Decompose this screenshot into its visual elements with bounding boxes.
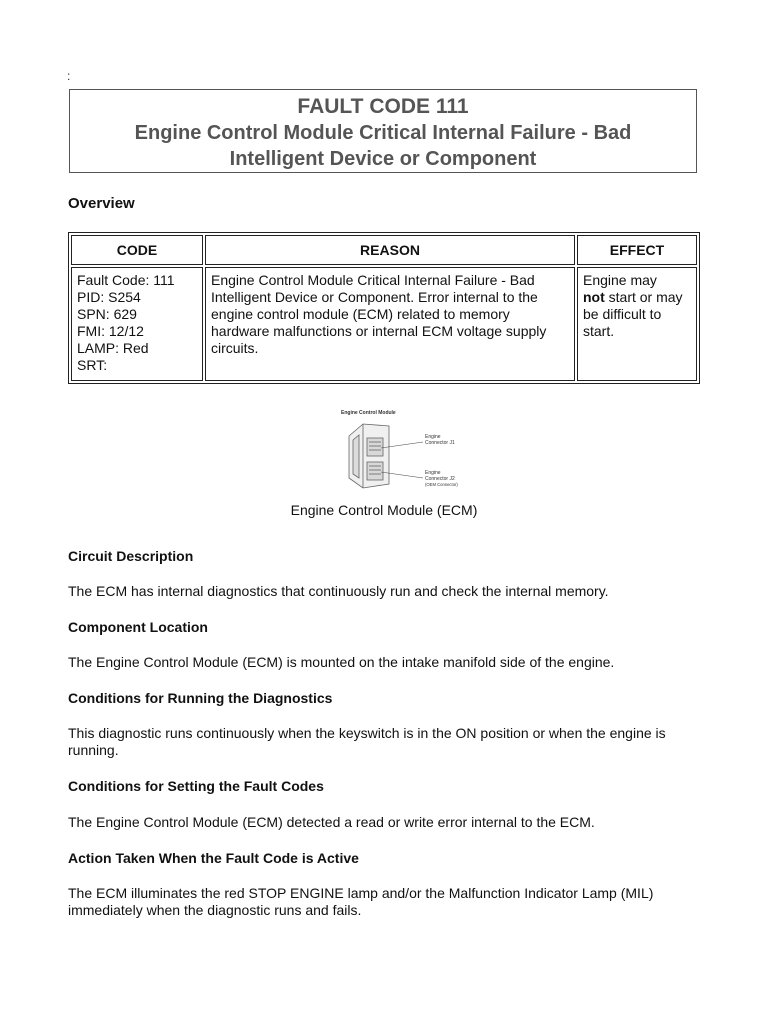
circuit-description-text: The ECM has internal diagnostics that continuously run and check the internal memory. (68, 583, 609, 599)
fault-code-table (68, 232, 700, 384)
reason-cell: Engine Control Module Critical Internal Failure - Bad Intelligent Device or Component. Error internal to the engine control module (ECM) related to memory hardware malfunctions or internal ECM voltage supply circuits. (205, 267, 575, 381)
document-mark: : (67, 69, 71, 83)
setting-conditions-text: The Engine Control Module (ECM) detected a read or write error internal to the ECM. (68, 814, 595, 830)
header-code: CODE (71, 235, 203, 265)
code-line-spn: SPN: 629 (77, 306, 137, 322)
action-taken-text: The ECM illuminates the red STOP ENGINE lamp and/or the Malfunction Indicator Lamp (MIL) immediately when the diagnostic runs and fails. (68, 885, 654, 918)
fault-code-title: FAULT CODE 111 (297, 95, 469, 118)
running-conditions-text: This diagnostic runs continuously when the keyswitch is in the ON position or when the engine is running. (68, 725, 666, 758)
table-row (71, 267, 697, 381)
code-line-pid: PID: S254 (77, 289, 141, 305)
header-effect: EFFECT (577, 235, 697, 265)
code-cell (71, 267, 203, 381)
effect-text-end: start or may be difficult to start. (583, 289, 683, 339)
code-line-fmi: FMI: 12/12 (77, 323, 144, 339)
effect-cell (577, 267, 697, 381)
ecm-diagram (337, 408, 497, 494)
code-line-fault-code: Fault Code: 111 (77, 272, 175, 288)
overview-heading: Overview (68, 195, 135, 212)
label-j2-line2: Connector J2 (425, 476, 455, 482)
code-line-lamp: LAMP: Red (77, 340, 149, 356)
action-taken-heading: Action Taken When the Fault Code is Active (68, 850, 359, 866)
component-location-heading: Component Location (68, 619, 208, 635)
table-header-row (71, 235, 697, 265)
fault-code-subtitle: Engine Control Module Critical Internal Failure - Bad Intelligent Device or Component (134, 122, 632, 170)
label-j1-line1: Engine (425, 434, 441, 440)
title-box (69, 89, 697, 173)
figure-caption: Engine Control Module (ECM) (290, 502, 478, 518)
label-j2-line1: Engine (425, 470, 441, 476)
header-reason: REASON (205, 235, 575, 265)
setting-conditions-heading: Conditions for Setting the Fault Codes (68, 778, 324, 794)
effect-emphasis: not (583, 289, 605, 305)
ecm-module-drawing (349, 424, 389, 488)
circuit-description-heading: Circuit Description (68, 548, 194, 564)
code-line-srt: SRT: (77, 357, 108, 373)
component-location-text: The Engine Control Module (ECM) is mounted on the intake manifold side of the engine. (68, 654, 615, 670)
label-j2-line3: (OEM Connector) (425, 482, 458, 487)
label-j1-line2: Connector J1 (425, 440, 455, 446)
running-conditions-heading: Conditions for Running the Diagnostics (68, 690, 333, 706)
diagram-title: Engine Control Module (341, 410, 396, 416)
effect-text-start: Engine may (583, 272, 657, 288)
